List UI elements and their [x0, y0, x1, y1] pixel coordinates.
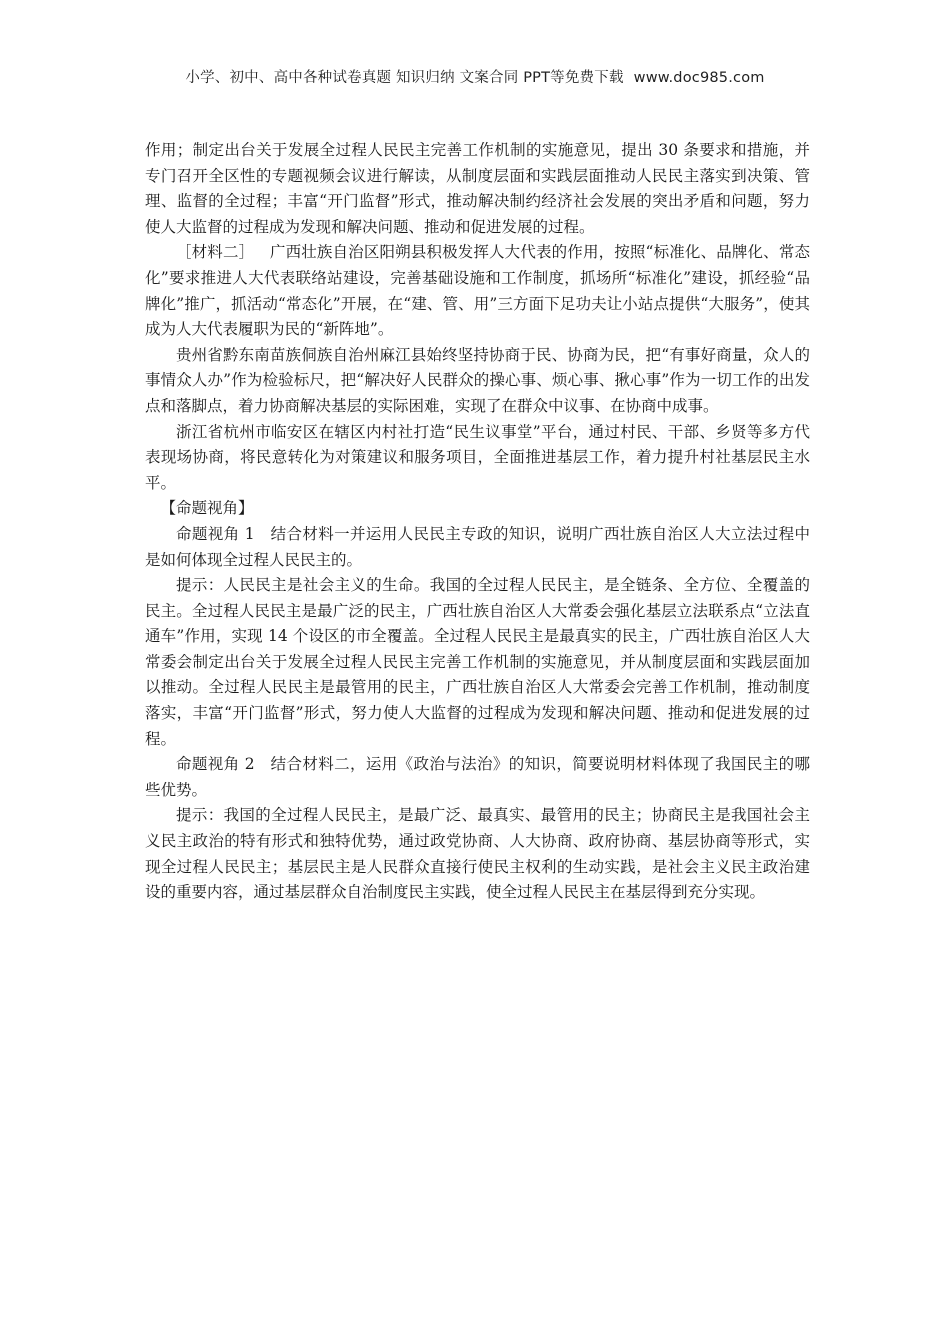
- header-text: 小学、初中、高中各种试卷真题 知识归纳 文案合同 PPT等免费下载: [185, 70, 624, 86]
- section-heading: 【命题视角】: [160, 499, 254, 518]
- material-two-text: 广西壮族自治区阳朔县积极发挥人大代表的作用，按照“标准化、品牌化、常态化”要求推进人大代表联络站建设，完善基础设施和工作制度，抓场所“标准化”建设，抓经验“品牌化”推广，抓活动“常态化”开展，在“建、管、用”三方面下足功夫让小站点提供“大服务”，使其成为人大代表履职为民的“新阵地”。: [145, 243, 810, 339]
- header-url[interactable]: www.doc985.com: [633, 70, 765, 86]
- document-body: [145, 138, 810, 906]
- paragraph-material-two: [145, 240, 810, 342]
- question-two-label: 命题视角 2: [176, 755, 255, 774]
- answer-one: 提示：人民民主是社会主义的生命。我国的全过程人民民主，是全链条、全方位、全覆盖的民主。全过程人民民主是最广泛的民主，广西壮族自治区人大常委会强化基层立法联系点“立法直通车”作用，实现 14 个设区的市全覆盖。全过程人民民主是最真实的民主，广西壮族自治区人大常委会制定出台关于发展全过程人民民主完善工作机制的实施意见，并从制度层面和实践层面加以推动。全过程人民民主是最管用的民主，广西壮族自治区人大常委会完善工作机制，推动制度落实，丰富“开门监督”形式，努力使人大监督的过程成为发现和解决问题、推动和促进发展的过程。: [145, 576, 810, 748]
- question-two: [145, 752, 810, 803]
- paragraph-guizhou: 贵州省黔东南苗族侗族自治州麻江县始终坚持协商于民、协商为民，把“有事好商量，众人的事情众人办”作为检验标尺，把“解决好人民群众的操心事、烦心事、揪心事”作为一切工作的出发点和落脚点，着力协商解决基层的实际困难，实现了在群众中议事、在协商中成事。: [145, 345, 810, 415]
- page-header: [0, 66, 950, 87]
- material-two-label: ［材料二］: [176, 243, 255, 262]
- question-two-text: 结合材料二，运用《政治与法治》的知识，简要说明材料体现了我国民主的哪些优势。: [145, 755, 810, 799]
- paragraph-zhejiang: 浙江省杭州市临安区在辖区内村社打造“民生议事堂”平台，通过村民、干部、乡贤等多方代表现场协商，将民意转化为对策建议和服务项目，全面推进基层工作，着力提升村社基层民主水平。: [145, 422, 810, 492]
- question-one-text: 结合材料一并运用人民民主专政的知识，说明广西壮族自治区人大立法过程中是如何体现全过程人民民主的。: [145, 524, 810, 569]
- question-one-label: 命题视角 1: [176, 524, 255, 543]
- question-one: [145, 522, 810, 573]
- paragraph-material-one-continued: 作用；制定出台关于发展全过程人民民主完善工作机制的实施意见，提出 30 条要求和措施，并专门召开全区性的专题视频会议进行解读，从制度层面和实践层面推动人民民主落实到决策、管理、监督的全过程；丰富“开门监督”形式，推动解决制约经济社会发展的突出矛盾和问题，努力使人大监督的过程成为发现和解决问题、推动和促进发展的过程。: [145, 141, 810, 236]
- answer-two: 提示：我国的全过程人民民主，是最广泛、最真实、最管用的民主；协商民主是我国社会主义民主政治的特有形式和独特优势，通过政党协商、人大协商、政府协商、基层协商等形式，实现全过程人民民主；基层民主是人民群众直接行使民主权利的生动实践，是社会主义民主政治建设的重要内容，通过基层群众自治制度民主实践，使全过程人民民主在基层得到充分实现。: [145, 806, 810, 902]
